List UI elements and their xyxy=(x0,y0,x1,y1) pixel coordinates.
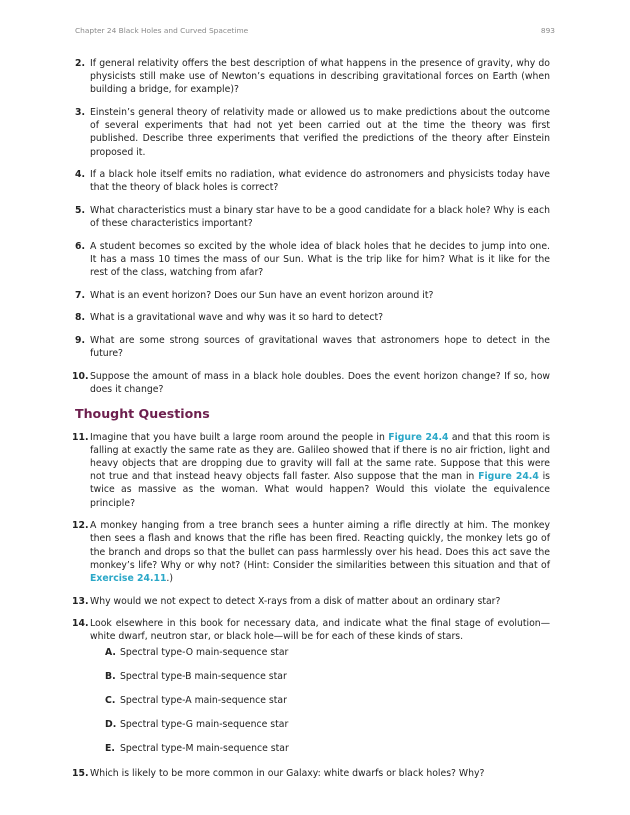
sub-question-text: Spectral type-M main-sequence star xyxy=(120,742,289,754)
question-number: 12. xyxy=(72,520,89,532)
question-number: 2. xyxy=(75,58,86,69)
sub-question-text: Spectral type-O main-sequence star xyxy=(120,646,289,658)
question-10 xyxy=(72,370,550,396)
question-number: 10. xyxy=(72,370,89,382)
page-number: 893 xyxy=(540,26,555,35)
figure-link[interactable]: Figure 24.4 xyxy=(388,431,449,443)
question-text: A student becomes so excited by the whole idea of black holes that he decides to jump into one. It has a mass 10 times the mass of our Sun. What is the trip like for him? What is it like for the rest of the class, watching from afar? xyxy=(90,240,550,279)
question-text: and that this room is falling at exactly the same rate as they are. Galileo showed that if there is no air friction, light and heavy objects that are dropping due to gravity will fall at the same rate. Suppose that this were not true and that instead heavy objects fall faster. Also suppose that the man in xyxy=(90,431,550,483)
sub-question-letter: B. xyxy=(105,670,116,682)
question-14 xyxy=(72,617,550,643)
figure-link[interactable]: Figure 24.4 xyxy=(478,471,539,483)
question-number: 6. xyxy=(75,240,86,252)
sub-question-letter: D. xyxy=(105,718,117,730)
question-12 xyxy=(72,519,550,585)
question-8 xyxy=(75,311,550,324)
question-9 xyxy=(75,334,550,360)
sub-question-text: Spectral type-G main-sequence star xyxy=(120,718,289,730)
sub-question-letter: A. xyxy=(105,646,116,658)
sub-question xyxy=(75,670,550,683)
question-number: 4. xyxy=(75,169,86,181)
question-number: 11. xyxy=(72,431,89,443)
question-number: 15. xyxy=(72,767,89,779)
question-7 xyxy=(75,289,550,302)
question-text: Look elsewhere in this book for necessary data, and indicate what the final stage of evolution—white dwarf, neutron star, or black hole—will be for each of these kinds of stars. xyxy=(90,618,550,643)
exercise-link[interactable]: Exercise 24.11 xyxy=(90,573,167,584)
sub-question-letter: E. xyxy=(105,742,115,754)
question-number: 13. xyxy=(72,595,89,607)
question-6 xyxy=(75,240,550,280)
question-3 xyxy=(75,106,550,159)
question-13 xyxy=(72,595,550,608)
question-text: .) xyxy=(166,573,174,584)
question-11 xyxy=(72,431,550,510)
question-number: 14. xyxy=(72,618,89,630)
sub-question xyxy=(75,718,550,731)
question-text: is twice as massive as the woman. What would happen? Would this violate the equivalence principle? xyxy=(90,471,550,509)
question-number: 3. xyxy=(75,107,86,118)
sub-question-letter: C. xyxy=(105,694,116,706)
question-text: What is a gravitational wave and why was it so hard to detect? xyxy=(90,312,384,324)
chapter-title: Chapter 24 Black Holes and Curved Spacetime xyxy=(75,26,249,35)
question-5 xyxy=(75,204,550,230)
question-text: Which is likely to be more common in our Galaxy: white dwarfs or black holes? Why? xyxy=(90,767,485,779)
question-number: 8. xyxy=(75,312,86,324)
question-text: Suppose the amount of mass in a black hole doubles. Does the event horizon change? If so, how does it change? xyxy=(90,370,550,395)
section-heading: Thought Questions xyxy=(75,405,210,421)
sub-question-text: Spectral type-A main-sequence star xyxy=(120,694,287,706)
question-2 xyxy=(75,57,550,97)
sub-question-text: Spectral type-B main-sequence star xyxy=(120,670,287,682)
question-number: 7. xyxy=(75,289,86,301)
question-text: If a black hole itself emits no radiation, what evidence do astronomers and physicists today have that the theory of black holes is correct? xyxy=(90,169,550,194)
question-number: 9. xyxy=(75,334,86,346)
sub-question xyxy=(75,694,550,707)
question-text: A monkey hanging from a tree branch sees a hunter aiming a rifle directly at him. The monkey then sees a flash and knows that the rifle has been fired. Reacting quickly, the monkey lets go of the branch and drops so that the bullet can pass harmlessly over his head. Does this act save the monkey’s life? Why or why not? (Hint: Consider the similarities between this situation and that of xyxy=(90,520,550,571)
question-text: Why would we not expect to detect X-rays from a disk of matter about an ordinary star? xyxy=(90,595,501,607)
question-text: If general relativity offers the best description of what happens in the presence of gravity, why do physicists still make use of Newton’s equations in describing gravitational forces on Earth (when building a bridge, for example)? xyxy=(90,58,550,96)
question-number: 5. xyxy=(75,205,86,216)
question-text: What are some strong sources of gravitational waves that astronomers hope to detect in the future? xyxy=(90,334,550,360)
sub-question-list xyxy=(75,646,550,755)
question-text: What characteristics must a binary star have to be a good candidate for a black hole? Why is each of these characteristics important? xyxy=(90,205,550,230)
question-4 xyxy=(75,168,550,194)
page-content xyxy=(72,57,550,789)
question-text: Imagine that you have built a large room around the people in xyxy=(90,431,389,443)
sub-question xyxy=(75,646,550,659)
sub-question xyxy=(75,742,550,755)
question-text: Einstein’s general theory of relativity made or allowed us to make predictions about the outcome of several experiments that had not yet been carried out at the time the theory was first published. Describe three experiments that verified the predictions of the theory after Einstein proposed it. xyxy=(90,107,550,158)
running-head xyxy=(75,26,555,35)
question-15 xyxy=(72,767,550,780)
question-text: What is an event horizon? Does our Sun have an event horizon around it? xyxy=(90,289,434,301)
